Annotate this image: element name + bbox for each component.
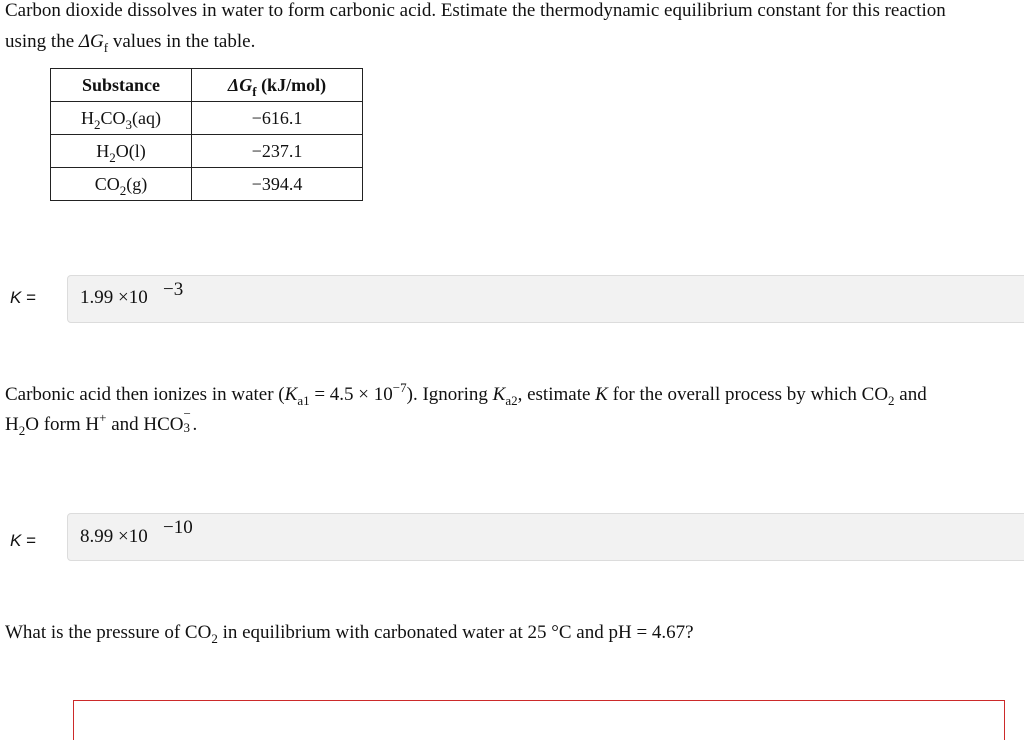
substance-cell bbox=[51, 102, 192, 135]
formula-part: O(l) bbox=[115, 140, 146, 161]
equals-sign: = bbox=[21, 288, 36, 307]
formula-part: CO bbox=[100, 107, 126, 128]
formula-sub: 2 bbox=[119, 182, 127, 198]
question-1-line-2-post: values in the table. bbox=[108, 31, 256, 52]
equals-sign: = bbox=[21, 531, 36, 550]
table-row bbox=[51, 102, 363, 135]
answer-1-input[interactable] bbox=[67, 275, 1024, 323]
question-1-line-2-pre: using the bbox=[5, 31, 79, 52]
k-symbol: K bbox=[595, 384, 608, 405]
header-delta-g-symbol: ΔG bbox=[227, 74, 253, 95]
answer-1-exponent: −3 bbox=[163, 279, 184, 300]
answer-1-mantissa: 1.99 ×10 bbox=[80, 287, 148, 308]
value-cell: −237.1 bbox=[192, 135, 363, 168]
header-delta-g bbox=[192, 69, 363, 102]
header-delta-g-sub: f bbox=[252, 83, 257, 99]
co2-sub: 2 bbox=[211, 631, 218, 646]
header-substance: Substance bbox=[51, 69, 192, 102]
delta-g-symbol bbox=[79, 27, 104, 57]
q2-text: = 4.5 × 10 bbox=[309, 384, 393, 405]
q2-text: for the overall process by which CO bbox=[607, 384, 889, 405]
formula-part: H bbox=[96, 140, 110, 161]
delta-g-sub: f bbox=[103, 40, 109, 55]
q2-text: O form H bbox=[25, 414, 100, 435]
answer-3-input[interactable] bbox=[73, 700, 1005, 740]
value-cell: −616.1 bbox=[192, 102, 363, 135]
delta-g-text: ΔG bbox=[78, 31, 104, 52]
q2-text: ). Ignoring bbox=[406, 384, 493, 405]
table-row bbox=[51, 168, 363, 201]
answer-2-mantissa: 8.99 ×10 bbox=[80, 526, 148, 547]
question-1-text: Carbon dioxide dissolves in water to form carbonic acid. Estimate the thermodynamic equilibrium constant for this reaction bbox=[5, 0, 946, 21]
formula-sub: 3 bbox=[125, 116, 133, 132]
question-2-line-2 bbox=[5, 406, 198, 440]
question-2-line-1 bbox=[5, 380, 927, 410]
table-row bbox=[51, 135, 363, 168]
ka1-symbol: K bbox=[284, 384, 298, 405]
answer-2-input[interactable] bbox=[67, 513, 1024, 561]
formula-part: CO bbox=[94, 173, 120, 194]
ka1-sub: a1 bbox=[297, 393, 310, 408]
formula-part: H bbox=[81, 107, 94, 128]
ka2-sub: a2 bbox=[505, 393, 518, 408]
header-unit: (kJ/mol) bbox=[256, 74, 327, 95]
ka2-symbol: K bbox=[492, 384, 506, 405]
h2o-sub: 2 bbox=[18, 423, 26, 438]
question-1-line-1 bbox=[5, 0, 946, 26]
hco3-scripts: − 3 bbox=[183, 406, 191, 435]
formula-part: (aq) bbox=[132, 107, 161, 128]
q3-text: in equilibrium with carbonated water at 25 °C and pH = 4.67? bbox=[217, 622, 694, 643]
q2-text: and bbox=[894, 384, 927, 405]
ka1-exponent: −7 bbox=[392, 380, 407, 395]
answer-1-label bbox=[10, 288, 36, 308]
q2-text: . bbox=[192, 414, 198, 435]
k-symbol: K bbox=[10, 288, 22, 307]
substance-cell bbox=[51, 135, 192, 168]
h-charge: + bbox=[99, 410, 107, 425]
question-3 bbox=[5, 618, 694, 648]
gibbs-energy-table bbox=[50, 68, 363, 201]
question-1-line-2 bbox=[5, 27, 255, 57]
q2-text: Carbonic acid then ionizes in water ( bbox=[5, 384, 285, 405]
answer-2-exponent: −10 bbox=[163, 517, 193, 538]
k-symbol: K bbox=[10, 531, 22, 550]
answer-2-label bbox=[10, 531, 36, 551]
formula-sub: 2 bbox=[109, 149, 116, 165]
co2-sub: 2 bbox=[888, 393, 895, 408]
table-header-row bbox=[51, 69, 363, 102]
formula-part: (g) bbox=[126, 173, 148, 194]
value-cell: −394.4 bbox=[192, 168, 363, 201]
substance-cell bbox=[51, 168, 192, 201]
q3-text: What is the pressure of CO bbox=[5, 622, 212, 643]
q2-text: , estimate bbox=[517, 384, 596, 405]
q2-text: and HCO bbox=[106, 414, 184, 435]
q2-text: H bbox=[5, 414, 19, 435]
formula-sub: 2 bbox=[94, 116, 101, 132]
